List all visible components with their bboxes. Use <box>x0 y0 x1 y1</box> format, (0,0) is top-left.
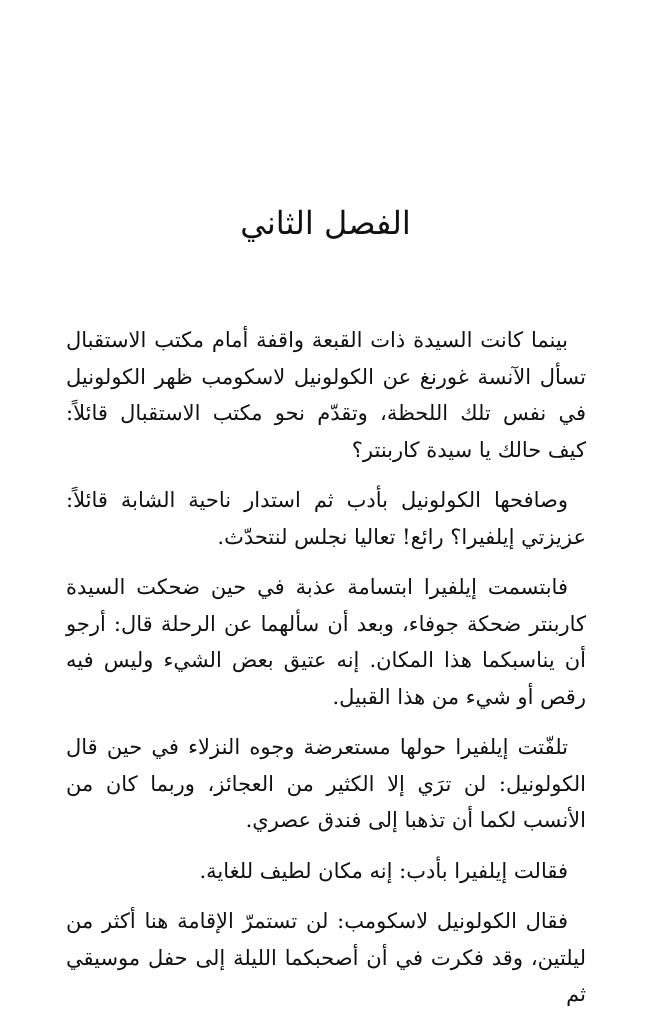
chapter-body <box>66 322 586 1027</box>
paragraph-2: وصافحها الكولونيل بأدب ثم استدار ناحية الشابة قائلاً: عزيزتي إيلفيرا؟ رائع! تعاليا نجلس لنتحدّث. <box>66 488 586 549</box>
chapter-title: الفصل الثاني <box>240 204 411 242</box>
paragraph-1: بينما كانت السيدة ذات القبعة واقفة أمام مكتب الاستقبال تسأل الآنسة غورنغ عن الكولونيل لاسكومب ظهر الكولونيل في نفس تلك اللحظة، وتقدّم نحو مكتب الاستقبال قائلاً: كيف حالك يا سيدة كاربنتر؟ <box>66 328 586 462</box>
paragraph-3: فابتسمت إيلفيرا ابتسامة عذبة في حين ضحكت السيدة كاربنتر ضحكة جوفاء، وبعد أن سألهما عن الرحلة قال: أرجو أن يناسبكما هذا المكان. إنه عتيق بعض الشيء وليس فيه رقص أو شيء من هذا القبيل. <box>66 575 586 709</box>
paragraph-5: فقالت إيلفيرا بأدب: إنه مكان لطيف للغاية. <box>199 858 568 883</box>
paragraph-4: تلفّتت إيلفيرا حولها مستعرضة وجوه النزلاء في حين قال الكولونيل: لن ترَي إلا الكثير من العجائز، وربما كان من الأنسب لكما أن تذهبا إلى فندق عصري. <box>66 735 586 832</box>
paragraph-6: فقال الكولونيل لاسكومب: لن تستمرّ الإقامة هنا أكثر من ليلتين، وقد فكرت في أن أصحبكما الليلة إلى حفل موسيقي ثم <box>66 909 586 1006</box>
